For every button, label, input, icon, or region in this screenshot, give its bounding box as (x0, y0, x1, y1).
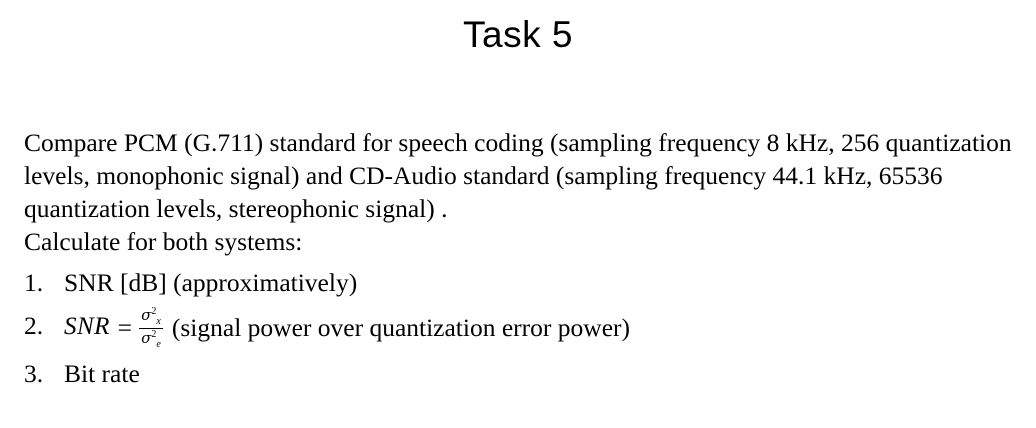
denominator-subscript: e (156, 339, 161, 351)
formula-fraction (139, 307, 163, 351)
list-item-content (64, 306, 1024, 350)
sigma-symbol: σ (141, 305, 152, 324)
formula-denominator (139, 328, 163, 351)
denominator-exponent: 2 (151, 329, 157, 341)
list-item (24, 306, 1024, 350)
list-item-number: 1. (24, 267, 44, 297)
list-item (24, 357, 1024, 390)
list-item-number: 3. (24, 358, 44, 388)
page-title: Task 5 (463, 14, 573, 55)
snr-formula (64, 306, 163, 350)
list-item-number: 2. (24, 311, 44, 341)
paragraph-calculate: Calculate for both systems: (24, 227, 303, 257)
formula-equals: = (115, 313, 134, 343)
formula-numerator (139, 307, 163, 329)
slide-body (24, 126, 1024, 390)
list-item-label: (signal power over quantization error power) (171, 313, 630, 343)
list-item (24, 266, 1024, 299)
numerator-exponent: 2 (151, 305, 157, 317)
list-item-label: SNR [dB] (approximatively) (64, 267, 358, 297)
formula-lhs: SNR (64, 313, 110, 341)
list-item-label: Bit rate (64, 358, 140, 388)
sigma-symbol: σ (141, 329, 152, 348)
task-list (24, 266, 1024, 390)
paragraph-compare: Compare PCM (G.711) standard for speech coding (sampling frequency 8 kHz, 256 quantization levels, monophonic signal) and CD-Audio standard (sampling frequency 44.1 kHz, 65536 quantization levels, stereophonic signal) . (24, 128, 1012, 224)
numerator-subscript: x (156, 315, 161, 327)
